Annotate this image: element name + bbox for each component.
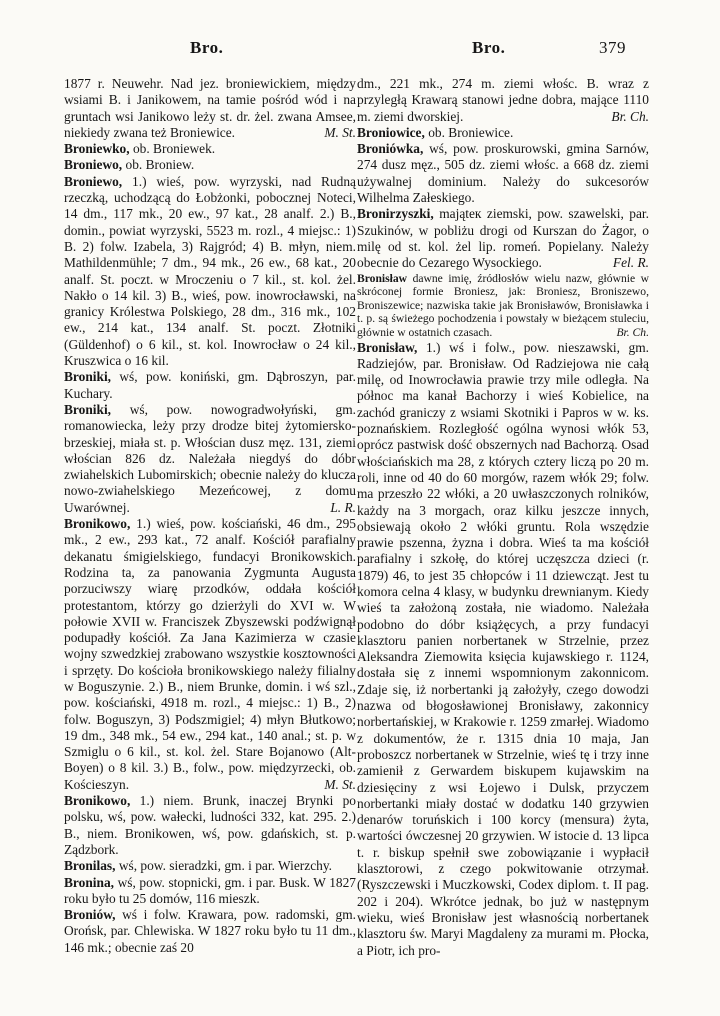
entry-headword: Bronikowo, bbox=[64, 793, 131, 809]
entry-signature: L. R. bbox=[330, 499, 356, 515]
entry-headword: Broniewo, bbox=[64, 173, 123, 189]
dictionary-entry bbox=[64, 858, 356, 874]
dictionary-entry bbox=[64, 402, 356, 516]
dictionary-entry bbox=[357, 125, 649, 141]
dictionary-entry bbox=[64, 516, 356, 793]
dictionary-entry bbox=[64, 174, 356, 370]
dictionary-entry bbox=[357, 76, 649, 125]
dictionary-entry bbox=[357, 141, 649, 206]
entry-text: wś, pow. nowogradwołyński, gm. romanowiecka, leży przy drodze bitej żytomiersko-brzeskiej, miała st. p. Włościan dusz męz. 131, ziemi włościan 826 dz. Należała niegdyś do dóbr zwiahelskich Lubomirskich; obecnie należy do klucza nowo-zwiahelskiego Mezeńcowej, z domu Uwarównej. bbox=[64, 401, 356, 515]
entry-headword: Bronisław, bbox=[357, 339, 418, 355]
entry-headword: Bronisław bbox=[357, 271, 408, 285]
entry-signature: M. St. bbox=[324, 776, 356, 792]
entry-headword: Broniowice, bbox=[357, 124, 425, 140]
entry-text: mająteк ziemski, pow. szawelski, par. Szukinów, w pobliżu drogi od Kurszan do Żagor, o milę od st. kol. żel lip. romeń. Popielany. Należy obecnie do Cezarego Wysockiego. bbox=[357, 206, 649, 271]
dictionary-entry bbox=[64, 793, 356, 858]
entry-text: wś, pow. koniński, gm. Dąbroszyn, par. Kuchary. bbox=[64, 369, 356, 401]
entry-signature: M. St. bbox=[324, 124, 356, 140]
dictionary-entry bbox=[357, 206, 649, 271]
entry-text: ob. Broniew. bbox=[125, 157, 195, 173]
dictionary-entry bbox=[357, 340, 649, 959]
right-column bbox=[357, 76, 649, 959]
entry-text: 1877 r. Neuwehr. Nad jez. broniewickiem, między wsiami B. i Janikowem, na tamie pośród wód i na gruntach wsi Janikowo leży st. dr. żel. zwana Amsee, niekiedy zwana też Broniewice. bbox=[64, 76, 356, 140]
entry-headword: Broniki, bbox=[64, 369, 112, 385]
entry-headword: Broniówka, bbox=[357, 141, 424, 157]
entry-text: ob. Broniewek. bbox=[132, 141, 216, 157]
entry-headword: Broniki, bbox=[64, 401, 112, 417]
entry-text: 1.) wieś, pow. wyrzyski, nad Rudną rzeczką, uchodzącą do Łobżonki, pobocznej Noteci, 14 dm., 117 mk., 20 ew., 97 kat., 28 analf. 2.) B., domin., powiat wyrzyski, 5523 m. rozl., 4 miejsc.: 1) B. 2) folw. Izabela, 3) Rajgród; 4) B. młyn, niem. Mathildenmühle; 7 dm., 94 mk., 26 ew., 68 kat., 20 analf. St. poczt. w Mroczeniu o 7 kil., st. kol. żel. Nakło o 14 kil. 3) B., wieś, pow. inowrocławski, na granicy Królestwa Polskiego, 28 dm., 316 mk., 102 ew., 214 kat., 134 analf. St. poczt. Złotniki (Güldenhof) o 6 kil., st. kol. Inowrocław o 24 kil., Kruszwica o 16 kil. bbox=[64, 173, 357, 369]
entry-text: ob. Broniewice. bbox=[428, 124, 514, 140]
entry-text: wś i folw. Krawara, pow. radomski, gm. Orońsk, par. Chlewiska. W 1827 roku było tu 11 dm., 146 mk.; obecnie zaś 20 bbox=[64, 907, 356, 955]
entry-headword: Bronilas, bbox=[64, 858, 116, 874]
entry-headword: Broniewko, bbox=[64, 141, 130, 157]
entry-text: 1.) wieś, pow. kościański, 46 dm., 295 mk., 2 ew., 293 kat., 72 analf. Kościół parafialny dekanatu śmigielskiego, fundacyi Bronikowskich. Rodzina ta, za panowania Zygmunta Augusta porzuciwszy wiarę przodków, oddała kościół protestantom, którzy go dzierżyli do XVI w. W połowie XVII w. Franciszek Zbyszewski podźwignął podupadły kościół. Za Jana Kazimierza w czasie wojny szwedzkiej zrabowano wszystkie kosztowności i sprzęty. Do kościoła bronikowskiego należy filialny w Boguszynie. 2.) B., niem Brunke, domin. i wś szl., pow. kościański, 4918 m. rozl., 4 miejsc.: 1) B., 2) folw. Boguszyn, 3) Podszmigiel; 4) młyn Błutkowo; 19 dm., 348 mk., 54 ew., 294 kat., 140 anal.; st. p. w Szmiglu o 6 kil., st. kol. żel. Stare Bojanowo (Alt-Boyen) o 8 kil. 3.) B., folw., pow. międzyrzecki, ob. Kościeszyn. bbox=[64, 516, 356, 792]
left-column bbox=[64, 76, 356, 956]
entry-text: dm., 221 mk., 274 m. ziemi włośc. B. wraz z przyległą Krawarą stanowi jedne dobra, mające 1110 m. ziemi dworskiej. bbox=[357, 76, 649, 124]
entry-signature: Fel. R. bbox=[612, 255, 649, 271]
entry-signature: Br. Ch. bbox=[611, 108, 649, 124]
entry-headword: Bronikowo, bbox=[64, 516, 131, 532]
running-head-center: Bro. bbox=[472, 38, 506, 57]
entry-text: dawne imię, źródłosłów wielu nazw, głównie w skróconej formie Broniesz, jak: Broniesz, Broniszewo, Broniszewice; nazwiska takie jak Bronisławów, Bronisławka i t. p. są świeżego pochodzenia i powstały w bieżącem stuleciu, głównie w ostatnich czasach. bbox=[357, 271, 649, 339]
dictionary-entry bbox=[64, 76, 356, 141]
entry-text: 1.) niem. Brunk, inaczej Brynki po polsku, wś, pow. wałecki, ludności 332, kat. 295. 2.) B., niem. Bronikowen, wś, pow. gdańskich, st. p. Ządzbork. bbox=[64, 793, 356, 857]
dictionary-entry bbox=[64, 157, 356, 173]
entry-text: wś, pow. stopnicki, gm. i par. Busk. W 1827 roku było tu 25 domów, 116 mieszk. bbox=[64, 874, 356, 906]
dictionary-entry bbox=[64, 141, 356, 157]
entry-signature: Br. Ch. bbox=[616, 325, 649, 339]
entry-headword: Bronirzyszki, bbox=[357, 206, 434, 222]
dictionary-entry bbox=[357, 272, 649, 340]
entry-headword: Bronina, bbox=[64, 874, 114, 890]
dictionary-entry bbox=[64, 907, 356, 956]
running-head-left: Bro. bbox=[190, 38, 224, 57]
entry-text: 1.) wś i folw., pow. nieszawski, gm. Radziejów, par. Bronisław. Od Radziejowa nie całą milę, od Inowrocławia prawie trzy mile odległa. Na północ ma kanał Bachorzy i wieś Kobielice, na zachód graniczy z wsiami Skotniki i Papros w w. ks. poznańskiem. Rozległość ogólna wynosi włók 53, oprócz pastwisk dość obszernych nad Bachorzą. Osad włościańskich ma 28, z których cztery liczą po 20 m. roli, inne od 40 do 60 morgów, razem włók 29; folw. ma przeszło 22 włóki, a 20 uwłaszczonych rolników, każdy na 3 morgach, oraz kilku jeszcze innych, obsiewają około 2 włóki gruntu. Rola wszędzie prawie pszenna, żyzna i dobra. Wieś ta ma kościół parafialny i szkołę, do której uczęszcza dzieci (r. 1879) 46, to jest 35 chłopców i 11 dziewcząt. Jest tu komora celna 4 klasy, w budynku drewnianym. Kiedy wieś ta założoną została, nie wiadomo. Należała podobno do dóbr książęcych, a przy fundacyi klasztoru panien norbertanek w Strzelnie, przez Aleksandra Ziemowita księcia kujawskiego r. 1124, dostała się z innemi wspomnionym zakonnicom. Zdaje się, iż norbertanki ją założyły, czego dowodzi nazwa od błogosławionej Bronisławy, zakonnicy norbertańskiej, w Krakowie r. 1259 zmarłej. Wiadomo z dokumentów, że r. 1315 dnia 10 maja, Jan proboszcz norbertanek w Strzelnie, wieś tę i trzy inne zamienił z Gerwardem biskupem kujawskim na dziesięciny z wsi Łojewo i Dulsk, przyczem norbertanki miały dostać w dodatku 140 grzywien denarów toruńskich i 100 korcy (mensura) żyta, wartości ówczesnej 20 grzywien. W istocie d. 13 lipca t. r. biskup spełnił swe zobowiązanie i wypłacił klasztorowi, z czego pokwitowanie otrzymał. (Ryszczewski i Muczkowski, Codex diplom. t. II pag. 202 i 204). Wkrótce jednak, bo już w następnym wieku, wieś Bronisław jest własnością norbertanek klasztoru św. Maryi Magdaleny za murami m. Płocka, a Piotr, ich pro- bbox=[357, 339, 649, 958]
entry-headword: Broniewo, bbox=[64, 157, 123, 173]
entry-text: wś, pow. proskurowski, gmina Sarnów, 274 dusz męz., 505 dz. ziemi włośc. a 668 dz. ziemi używalnej dominium. Należy do sukcesorów Wilhelma Załeskiego. bbox=[357, 141, 649, 206]
page-number: 379 bbox=[599, 38, 626, 57]
entry-headword: Broniów, bbox=[64, 907, 116, 923]
entry-text: wś, pow. sieradzki, gm. i par. Wierzchy. bbox=[118, 858, 332, 874]
dictionary-entry bbox=[64, 369, 356, 402]
dictionary-entry bbox=[64, 875, 356, 908]
